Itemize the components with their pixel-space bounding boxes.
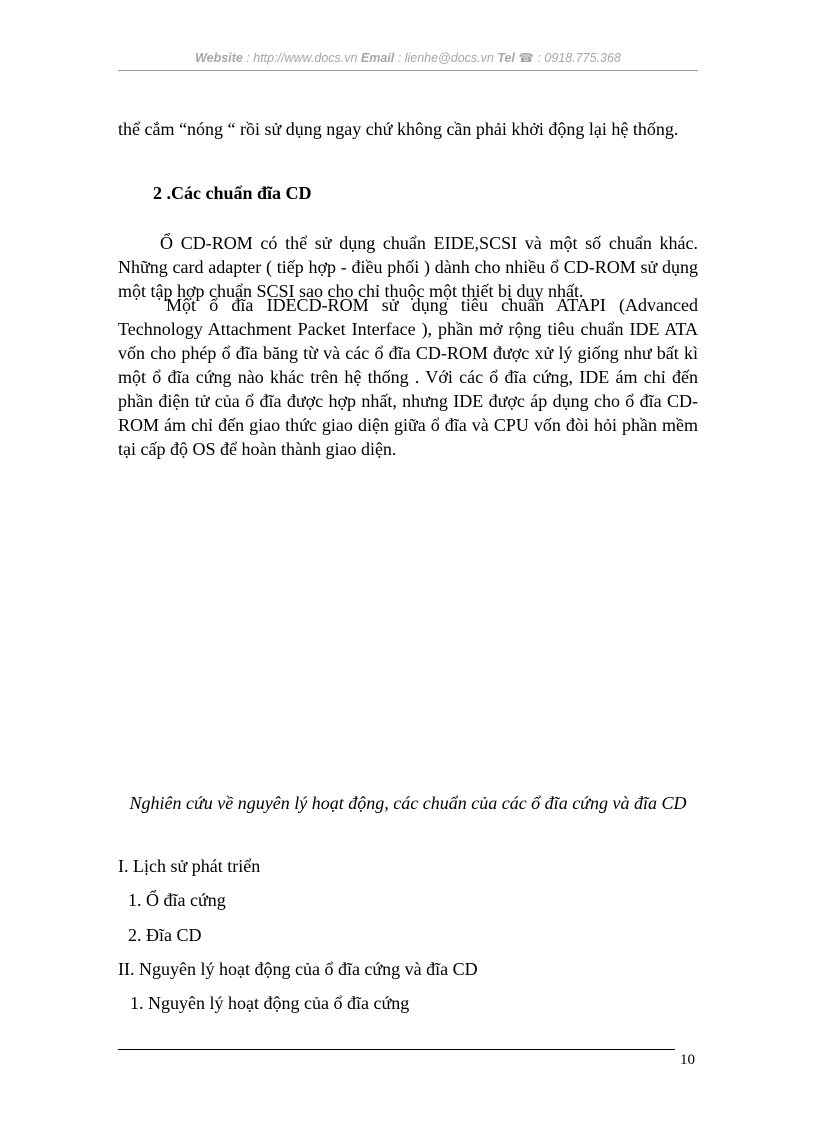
phone-number: : 0918.775.368 xyxy=(533,51,621,65)
section-heading: 2 .Các chuẩn đĩa CD xyxy=(153,183,312,203)
body-paragraph-2: Một ổ đĩa IDECD-ROM sử dụng tiêu chuẩn ATAPI (Advanced Technology Attachment Packet Interface ), phần mở rộng tiêu chuẩn IDE ATA vốn cho phép ổ đĩa băng từ và các ổ đĩa CD-ROM được xử lý giống như bất kì một ổ đĩa cứng nào khác trên hệ thống . Với các ổ đĩa cứng, IDE ám chỉ đến phần điện tử của ổ đĩa được hợp nhất, nhưng IDE được áp dụng cho ổ đĩa CD-ROM ám chỉ đến giao thức giao diện giữa ổ đĩa và CPU vốn đòi hỏi phần mềm tại cấp độ OS để hoàn thành giao diện. xyxy=(118,295,698,459)
email-address: : lienhe@docs.vn xyxy=(394,51,498,65)
header-divider xyxy=(118,70,698,71)
website-label: Website xyxy=(195,51,243,65)
footer-divider xyxy=(118,1049,675,1050)
toc-item: 2. Đĩa CD xyxy=(128,925,202,945)
website-url: : http://www.docs.vn xyxy=(242,51,361,65)
page-number: 10 xyxy=(680,1052,695,1068)
continuation-paragraph: thể cắm “nóng “ rồi sử dụng ngay chứ không cần phải khởi động lại hệ thống. xyxy=(118,119,679,139)
toc-item: II. Nguyên lý hoạt động của ổ đĩa cứng và đĩa CD xyxy=(118,959,478,979)
toc-item: 1. Nguyên lý hoạt động của ổ đĩa cứng xyxy=(130,993,410,1013)
tel-label: Tel xyxy=(497,51,515,65)
page-header xyxy=(118,50,698,65)
body-paragraph-1: Ổ CD-ROM có thể sử dụng chuẩn EIDE,SCSI và một số chuẩn khác. Những card adapter ( tiếp hợp - điều phối ) dành cho nhiều ổ CD-ROM sử dụng một tập hợp chuẩn SCSI sao cho chỉ thuộc một thiết bị duy nhất. xyxy=(118,233,698,301)
phone-icon: ☎ xyxy=(518,51,534,65)
toc-item: 1. Ổ đĩa cứng xyxy=(128,890,226,910)
email-label: Email xyxy=(360,51,395,65)
toc-item: I. Lịch sử phát triển xyxy=(118,856,261,876)
toc-title: Nghiên cứu về nguyên lý hoạt động, các chuẩn của các ổ đĩa cứng và đĩa CD xyxy=(129,793,687,813)
